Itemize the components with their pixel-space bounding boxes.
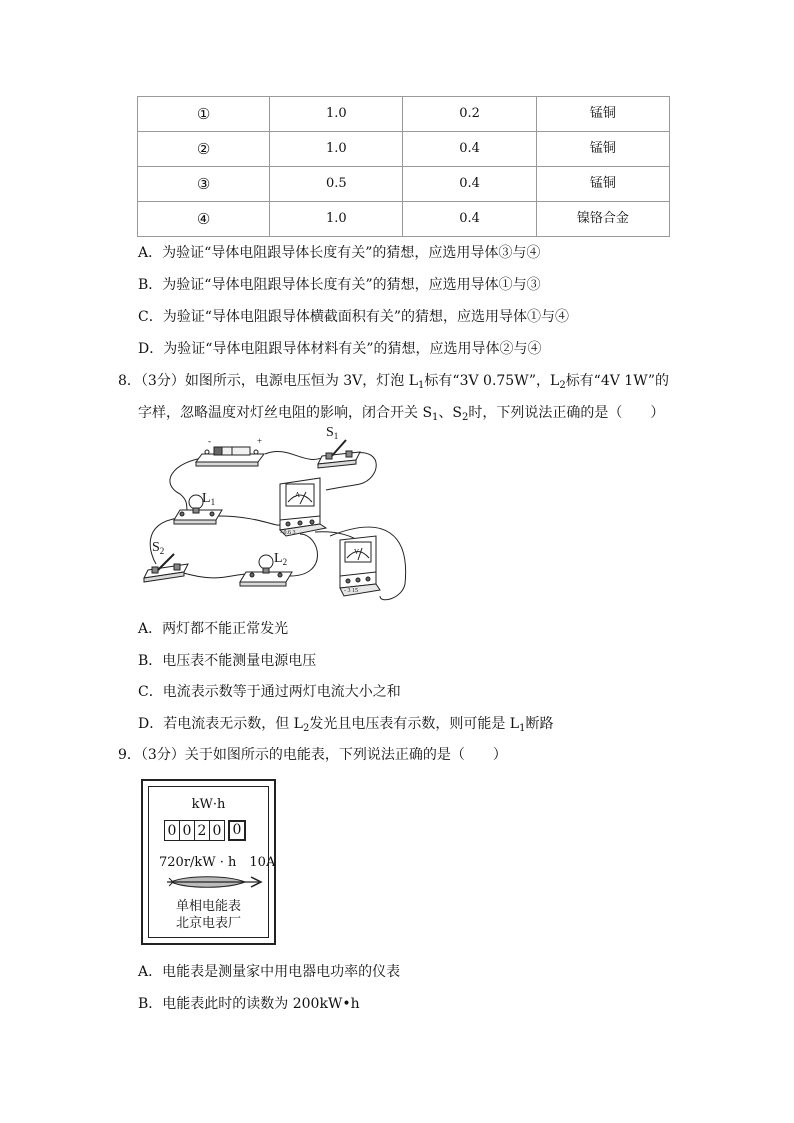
meter-digit: 0 bbox=[164, 820, 180, 841]
q7-option-a: A．为验证“导体电阻跟导体长度有关”的猜想，应选用导体③与④ bbox=[138, 245, 541, 261]
q7-option-c: C．为验证“导体电阻跟导体横截面积有关”的猜想，应选用导体①与④ bbox=[138, 309, 570, 325]
q8-option-a: A．两灯都不能正常发光 bbox=[138, 621, 289, 637]
switch-s1 bbox=[318, 440, 360, 468]
table-row bbox=[138, 167, 670, 202]
q8-option-d: D．若电流表无示数，但 $L_2$发光且电压表有示数，则可能是 $L_1$断路 bbox=[138, 716, 554, 734]
q7-option-d: D．为验证“导体电阻跟导体材料有关”的猜想，应选用导体②与④ bbox=[138, 341, 542, 357]
meter-maker: 北京电表厂 bbox=[175, 916, 241, 931]
electric-meter bbox=[141, 779, 276, 945]
q9-option-a: A．电能表是测量家中用电器电功率的仪表 bbox=[138, 964, 401, 980]
area-cell: 0.4 bbox=[403, 132, 536, 167]
length-cell: 0.5 bbox=[270, 167, 403, 202]
q8-stem-line2: 字样，忽略温度对灯丝电阻的影响，闭合开关 $S_1$、$S_2$时，下列说法正确的是（ ） bbox=[138, 405, 665, 423]
meter-digit: 0 bbox=[209, 820, 225, 841]
material-cell: 锰铜 bbox=[536, 167, 669, 202]
length-cell: 1.0 bbox=[270, 132, 403, 167]
conductor-id-cell: ③ bbox=[138, 167, 270, 202]
meter-face bbox=[148, 786, 276, 938]
voltmeter-terminals: - 3 15 bbox=[344, 588, 358, 594]
conductor-table bbox=[137, 96, 670, 237]
meter-digit-decimal: 0 bbox=[228, 820, 246, 841]
area-cell: 0.4 bbox=[403, 202, 536, 237]
ammeter bbox=[280, 478, 326, 536]
material-cell: 锰铜 bbox=[536, 132, 669, 167]
table-row bbox=[138, 132, 670, 167]
table-row bbox=[138, 202, 670, 237]
q9-option-b: B．电能表此时的读数为 200kW•h bbox=[138, 996, 360, 1012]
conductor-id-cell: ② bbox=[138, 132, 270, 167]
ammeter-symbol: A bbox=[295, 491, 301, 499]
voltmeter-symbol: V bbox=[354, 548, 360, 556]
wire bbox=[265, 451, 326, 459]
meter-disc-arrow-icon bbox=[167, 875, 263, 889]
battery-minus-label: - bbox=[208, 436, 211, 446]
meter-digit-display bbox=[165, 820, 246, 841]
material-cell: 锰铜 bbox=[536, 97, 669, 132]
wire bbox=[290, 534, 318, 576]
switch-s2 bbox=[144, 554, 188, 582]
meter-name: 单相电能表 bbox=[175, 899, 241, 914]
lamp-l2-label: $L_2$ bbox=[274, 551, 288, 567]
area-cell: 0.4 bbox=[403, 167, 536, 202]
wire bbox=[180, 572, 248, 578]
wire bbox=[218, 516, 280, 525]
meter-spec: 720r/kW · h 10A bbox=[159, 855, 276, 870]
length-cell: 1.0 bbox=[270, 202, 403, 237]
conductor-id-cell: ④ bbox=[138, 202, 270, 237]
q8-option-b: B．电压表不能测量电源电压 bbox=[138, 653, 317, 669]
table-row bbox=[138, 97, 670, 132]
q9-stem: 9．（3分）关于如图所示的电能表，下列说法正确的是（ ） bbox=[118, 747, 507, 763]
q8-stem-line1: 8．（3分）如图所示，电源电压恒为 3V，灯泡 $L_1$标有“3V 0.75W”，$L_2$标有“4V 1W”的 bbox=[118, 373, 670, 391]
switch-s1-label: $S_1$ bbox=[326, 425, 339, 441]
length-cell: 1.0 bbox=[270, 97, 403, 132]
battery-plus-label: + bbox=[257, 436, 263, 446]
meter-digit: 0 bbox=[179, 820, 195, 841]
material-cell: 镍铬合金 bbox=[536, 202, 669, 237]
meter-unit-label: kW·h bbox=[191, 797, 226, 812]
area-cell: 0.2 bbox=[403, 97, 536, 132]
battery bbox=[196, 447, 264, 466]
switch-s2-label: $S_2$ bbox=[152, 540, 165, 556]
conductor-id-cell: ① bbox=[138, 97, 270, 132]
q7-option-b: B．为验证“导体电阻跟导体长度有关”的猜想，应选用导体①与③ bbox=[138, 277, 541, 293]
meter-digit: 2 bbox=[194, 820, 210, 841]
voltmeter bbox=[340, 536, 380, 596]
circuit-diagram bbox=[130, 424, 420, 612]
ammeter-terminals: - 0.6 3 bbox=[280, 530, 296, 536]
q8-option-c: C．电流表示数等于通过两灯电流大小之和 bbox=[138, 684, 401, 700]
lamp-l1-label: $L_1$ bbox=[202, 491, 216, 507]
